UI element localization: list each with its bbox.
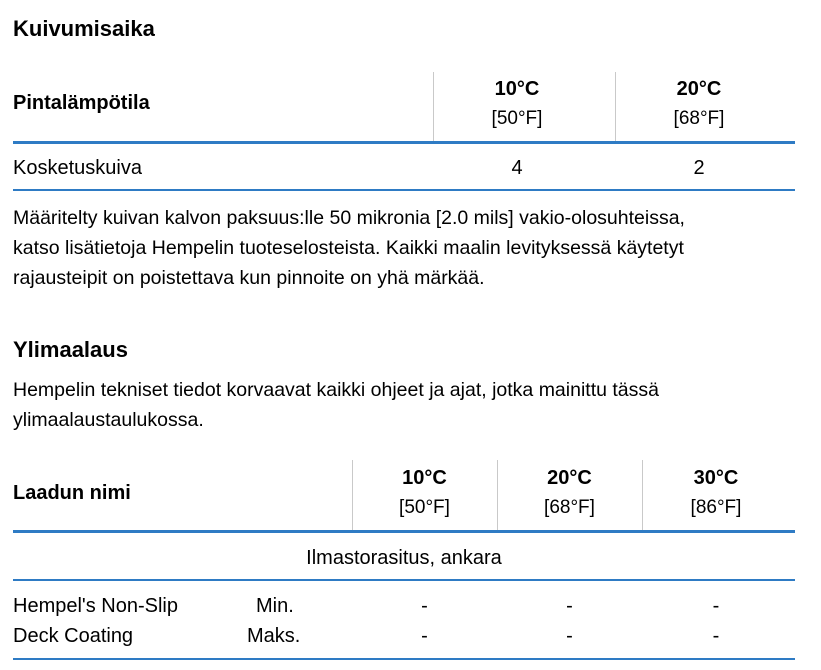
overcoat-col-temp: 10°C (402, 467, 447, 489)
overcoat-col-temp: 20°C (547, 467, 592, 489)
drying-note (13, 203, 813, 293)
overcoat-col-unit: [86°F] (690, 497, 742, 518)
overcoat-col-unit: [50°F] (399, 497, 450, 518)
overcoat-col-unit: [68°F] (544, 497, 595, 518)
overcoat-row-value: - (421, 625, 428, 647)
drying-heading: Kuivumisaika (13, 16, 155, 41)
overcoat-row-value: - (566, 625, 573, 647)
overcoat-row-name: Deck Coating (13, 625, 134, 647)
table-header-rule (13, 530, 795, 533)
table-row-rule (13, 189, 795, 191)
overcoat-col-temp: 30°C (693, 467, 739, 489)
overcoat-row-type: Min. (256, 595, 294, 617)
note-line: rajausteipit on poistettava kun pinnoite on yhä märkää. (13, 267, 485, 289)
table-bottom-rule (13, 658, 795, 660)
overcoat-intro (13, 375, 813, 435)
overcoat-row-value: - (712, 595, 720, 617)
drying-col-unit: [50°F] (491, 108, 543, 129)
table-header-rule (13, 141, 795, 144)
overcoat-row-type: Maks. (247, 625, 301, 647)
drying-col-temp: 20°C (676, 78, 722, 100)
note-line: katso lisätietoja Hempelin tuoteselosteista. Kaikki maalin levityksessä käytetyt (13, 237, 684, 259)
drying-header-label: Pintalämpötila (13, 92, 150, 114)
drying-col-unit: [68°F] (673, 108, 725, 129)
drying-col-temp: 10°C (494, 78, 540, 100)
drying-row-value: 4 (511, 157, 523, 179)
intro-line: ylimaalaustaulukossa. (13, 409, 204, 431)
table-group-rule (13, 579, 795, 581)
overcoat-row-value: - (566, 595, 573, 617)
overcoat-heading: Ylimaalaus (13, 337, 128, 362)
table-divider (615, 72, 616, 142)
drying-row-label: Kosketuskuiva (13, 157, 142, 179)
overcoat-group-label: Ilmastorasitus, ankara (306, 547, 502, 569)
overcoat-row-name: Hempel's Non-Slip (13, 595, 178, 617)
overcoat-header-label: Laadun nimi (13, 482, 131, 504)
intro-line: Hempelin tekniset tiedot korvaavat kaikki ohjeet ja ajat, jotka mainittu tässä (13, 379, 659, 401)
drying-row-value: 2 (693, 157, 705, 179)
overcoat-row-value: - (712, 625, 720, 647)
table-divider (433, 72, 434, 142)
overcoat-row-value: - (421, 595, 428, 617)
note-line: Määritelty kuivan kalvon paksuus:lle 50 mikronia [2.0 mils] vakio-olosuhteissa, (13, 207, 685, 229)
